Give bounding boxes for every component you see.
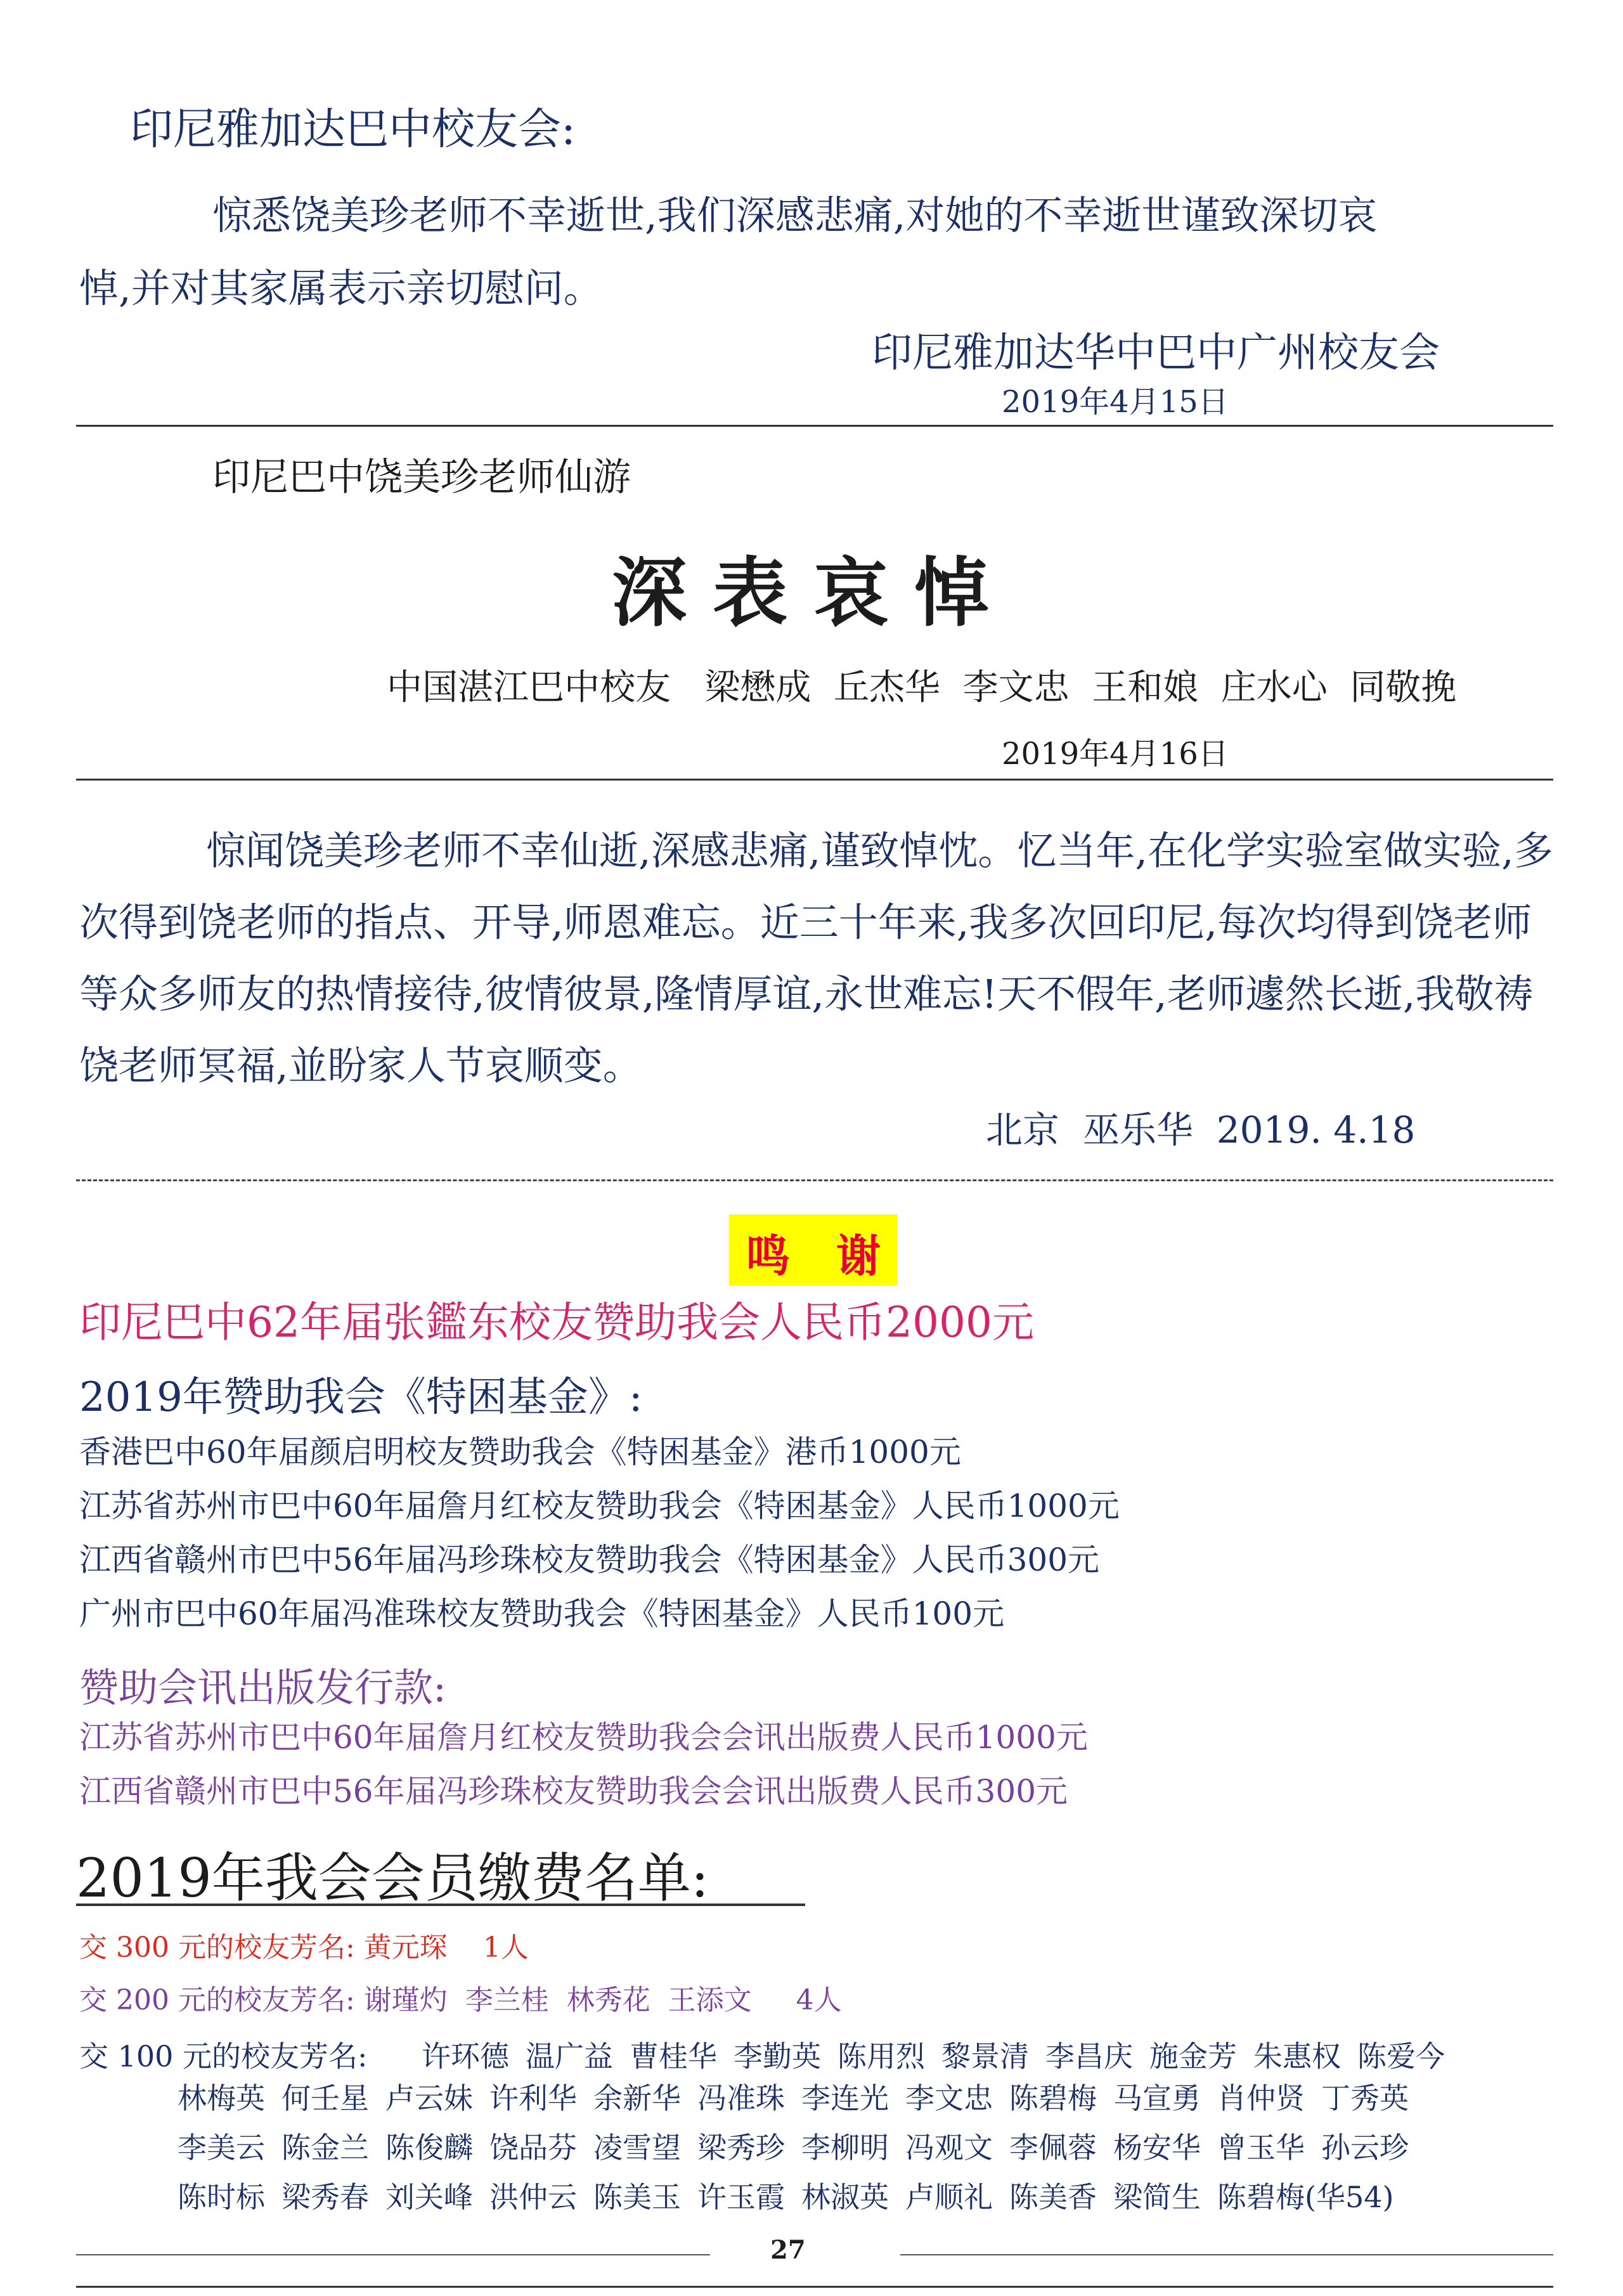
member-name: 马宣勇 [1113,2081,1201,2115]
member-name: 许利华 [489,2081,577,2115]
condolence-heading-1: 印尼雅加达巴中校友会: [130,105,576,155]
condolence-date-1: 2019年4月15日 [1002,384,1229,420]
fees-heading: 2019年我会会员缴费名单: [76,1847,709,1909]
member-name: 冯观文 [905,2131,993,2165]
member-name: 陈碧梅(华54) [1217,2180,1394,2214]
member-name: 曾玉华 [1217,2131,1305,2165]
member-name: 温广益 [526,2039,613,2073]
member-name: 林梅英 [178,2081,265,2115]
fee-tier-200: 交 200 元的校友芳名: 谢瑾灼 李兰桂 林秀花 王添文 4人 [79,1984,842,2016]
member-name: 陈俊麟 [385,2131,473,2165]
member-name: 李文忠 [905,2081,993,2115]
memorial-signers: 中国湛江巴中校友 梁懋成 丘杰华 李文忠 王和娘 庄水心 同敬挽 [387,667,1457,708]
member-name: 施金芳 [1149,2039,1237,2073]
publish-heading: 赞助会讯出版发行款: [79,1664,446,1711]
member-name: 陈用烈 [837,2039,925,2073]
member-name: 洪仲云 [489,2180,577,2214]
member-name: 李勤英 [734,2039,821,2073]
memorial-date: 2019年4月16日 [1002,736,1229,772]
member-name: 李昌庆 [1045,2039,1133,2073]
memorial-title: 深 表 哀 悼 [612,548,990,637]
member-name: 黎景清 [941,2039,1029,2073]
condolence-body-1a: 惊悉饶美珍老师不幸逝世,我们深感悲痛,对她的不幸逝世谨致深切哀 [212,192,1378,238]
member-name: 卢云妹 [385,2081,473,2115]
member-name: 凌雪望 [593,2131,681,2165]
member-name: 陈美香 [1009,2180,1097,2214]
member-name: 陈时标 [178,2180,265,2214]
member-name: 曹桂华 [630,2039,717,2073]
fee-tier-100-first-row [422,2033,1461,2075]
name-row [178,2172,1560,2222]
member-name: 梁简生 [1113,2180,1201,2214]
thanks-title: 鸣 谢 [745,1229,881,1282]
member-name: 陈美玉 [593,2180,681,2214]
member-name: 梁秀春 [281,2180,369,2214]
name-row [178,2073,1560,2123]
member-name: 梁秀珍 [697,2131,785,2165]
fee-tier-100-label: 交 100 元的校友芳名: [79,2039,368,2073]
name-row [178,2123,1560,2172]
divider-line [76,779,1553,781]
memorial-subtitle: 印尼巴中饶美珍老师仙游 [212,455,631,500]
fund-item: 香港巴中60年届颜启明校友赞助我会《特困基金》港币1000元 [79,1434,961,1470]
member-name: 孙云珍 [1321,2131,1409,2165]
fee-tier-300: 交 300 元的校友芳名: 黄元琛 1人 [79,1931,529,1964]
fund-item: 江苏省苏州市巴中60年届詹月红校友赞助我会《特困基金》人民币1000元 [79,1488,1120,1524]
member-name: 陈碧梅 [1009,2081,1097,2115]
condolence-body-3 [79,815,1556,1101]
member-name: 饶品芬 [489,2131,577,2165]
fees-heading-underline [76,1904,805,1906]
footer-rule-right [900,2254,1553,2255]
fund-item: 广州市巴中60年届冯准珠校友赞助我会《特困基金》人民币100元 [79,1595,1005,1632]
member-name: 朱惠权 [1253,2039,1341,2073]
member-name: 刘关峰 [385,2180,473,2214]
member-name: 李柳明 [801,2131,889,2165]
fund-item: 江西省赣州市巴中56年届冯珍珠校友赞助我会《特困基金》人民币300元 [79,1541,1100,1578]
condolence-signature-1: 印尼雅加达华中巴中广州校友会 [872,330,1440,377]
member-name: 许玉霞 [697,2180,785,2214]
dashed-divider [76,1179,1553,1181]
member-name: 余新华 [593,2081,681,2115]
member-name: 李佩蓉 [1009,2131,1097,2165]
member-name: 何壬星 [281,2081,369,2115]
fund-heading: 2019年赞助我会《特困基金》: [79,1374,643,1421]
fee-tier-100-names [178,2073,1560,2222]
condolence-body-3-text: 惊闻饶美珍老师不幸仙逝,深感悲痛,谨致悼忱。忆当年,在化学实验室做实验,多次得到饶老师的指点、开导,师恩难忘。近三十年来,我多次回印尼,每次均得到饶老师等众多师友的热情接待,彼情彼景,隆情厚谊,永世难忘!天不假年,老师遽然长逝,我敬祷饶老师冥福,並盼家人节哀顺变。 [79,827,1553,1089]
condolence-signature-3: 北京 巫乐华 2019. 4.18 [986,1108,1416,1151]
member-name: 丁秀英 [1321,2081,1409,2115]
divider-line [76,425,1553,427]
condolence-body-1b: 悼,并对其家属表示亲切慰问。 [79,265,603,311]
sponsor-line: 印尼巴中62年届张鑑东校友赞助我会人民币2000元 [79,1298,1034,1347]
member-name: 林淑英 [801,2180,889,2214]
member-name: 许环德 [422,2039,509,2073]
member-name: 李美云 [178,2131,265,2165]
footer-bottom-rule [76,2286,1553,2288]
member-name: 陈金兰 [281,2131,369,2165]
member-name: 杨安华 [1113,2131,1201,2165]
member-name: 肖仲贤 [1217,2081,1305,2115]
member-name: 卢顺礼 [905,2180,993,2214]
footer-rule-left [76,2254,710,2255]
publish-item: 江西省赣州市巴中56年届冯珍珠校友赞助我会会讯出版费人民币300元 [79,1773,1068,1810]
member-name: 冯准珠 [697,2081,785,2115]
member-name: 陈爱今 [1357,2039,1445,2073]
member-name: 李连光 [801,2081,889,2115]
publish-item: 江苏省苏州市巴中60年届詹月红校友赞助我会会讯出版费人民币1000元 [79,1719,1088,1756]
page-number: 27 [770,2235,806,2265]
